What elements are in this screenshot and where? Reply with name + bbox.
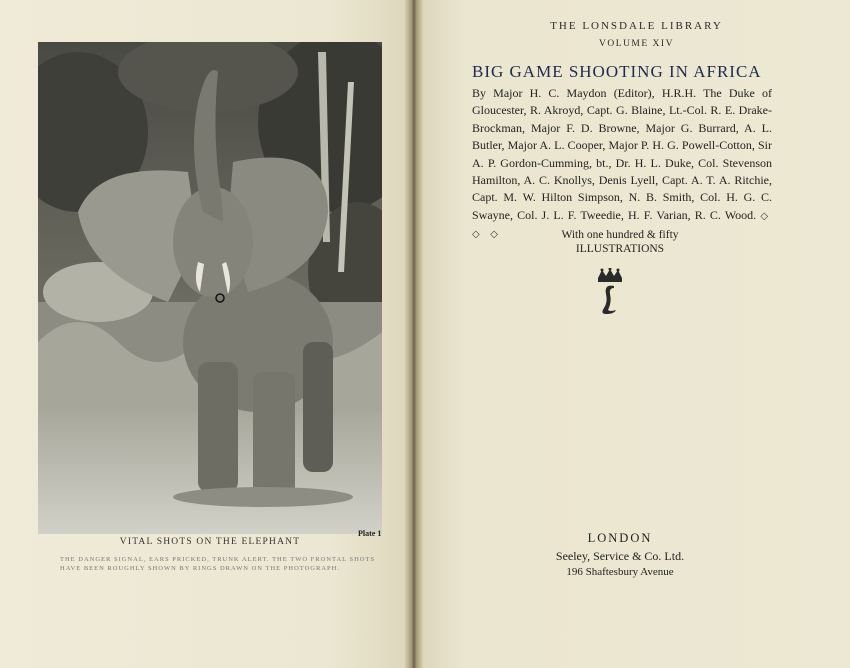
- illustrations-line-1: With one hundred & fifty: [561, 229, 679, 241]
- elephant-photo-illustration: [38, 42, 382, 534]
- author-list: [472, 85, 772, 244]
- plate-caption: VITAL SHOTS ON THE ELEPHANT: [119, 537, 301, 547]
- author-names: By Major H. C. Maydon (Editor), H.R.H. The Duke of Gloucester, R. Akroyd, Capt. G. Blaine, Lt.-Col. R. E. Drake-Brockman, Major F. D. Browne, Major G. Burrard, A. L. Butler, Major A. L. Cooper, Major P. H. G. Powell-Cotton, Sir A. P. Gordon-Cumming, bt., Dr. H. L. Duke, Col. Stevenson Hamilton, A. C. Knollys, Denis Lyell, Capt. A. T. A. Ritchie, Capt. M. W. Hilton Simpson, N. B. Smith, Col. H. G. C. Swayne, Col. J. L. F. Tweedie, H. F. Varian, R. C. Wood.: [472, 86, 772, 222]
- plate-subcaption: THE DANGER SIGNAL, EARS PRICKED, TRUNK ALERT. THE TWO FRONTAL SHOTS HAVE BEEN ROUGHLY SHOWN BY RINGS DRAWN ON THE PHOTOGRAPH.: [60, 556, 376, 572]
- plate-number: Plate 1: [358, 529, 382, 538]
- imprint-city: LONDON: [587, 531, 653, 545]
- crown-monogram-icon: [590, 268, 630, 318]
- ornament-diamonds: ◇ ◇ ◇: [472, 210, 773, 241]
- imprint-address: 196 Shaftesbury Avenue: [566, 566, 674, 578]
- volume-number: VOLUME XIV: [599, 39, 674, 49]
- book-title: BIG GAME SHOOTING IN AFRICA: [472, 62, 762, 81]
- imprint-publisher: Seeley, Service & Co. Ltd.: [555, 549, 685, 563]
- illustrations-note: [520, 228, 720, 256]
- illustrations-line-2: ILLUSTRATIONS: [575, 243, 665, 255]
- series-title: THE LONSDALE LIBRARY: [550, 20, 723, 32]
- book-gutter: [405, 0, 423, 668]
- elephant-photograph: [38, 42, 382, 534]
